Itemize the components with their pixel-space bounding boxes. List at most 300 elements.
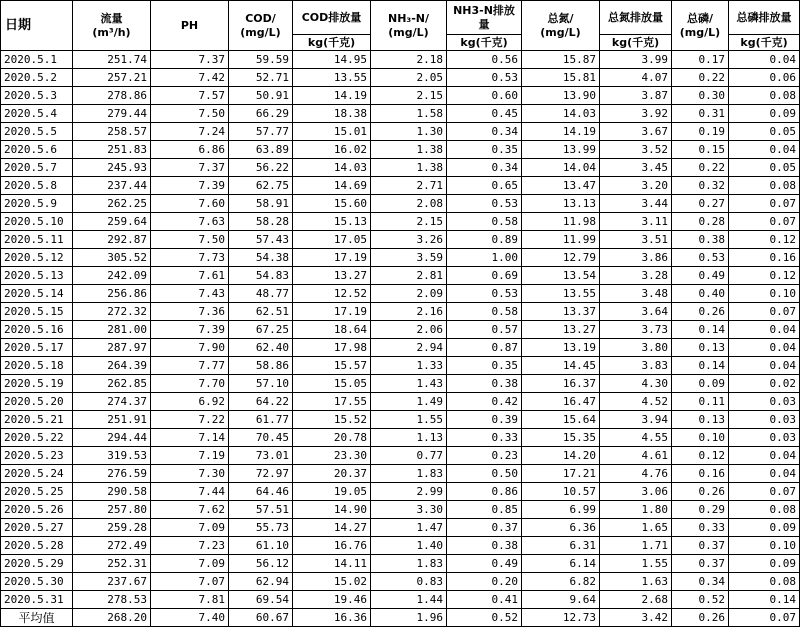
value-cell: 3.86: [600, 249, 672, 267]
value-cell: 290.58: [73, 483, 151, 501]
value-cell: 14.20: [522, 447, 600, 465]
value-cell: 7.43: [151, 285, 229, 303]
value-cell: 0.03: [729, 429, 800, 447]
value-cell: 7.30: [151, 465, 229, 483]
value-cell: 62.75: [229, 177, 293, 195]
table-row: [1, 267, 800, 285]
date-cell: 2020.5.5: [1, 123, 73, 141]
value-cell: 17.19: [293, 303, 371, 321]
value-cell: 13.19: [522, 339, 600, 357]
value-cell: 14.11: [293, 555, 371, 573]
value-cell: 3.94: [600, 411, 672, 429]
value-cell: 294.44: [73, 429, 151, 447]
value-cell: 7.39: [151, 321, 229, 339]
header-nh3-emission-unit: kg(千克): [447, 35, 522, 51]
value-cell: 64.22: [229, 393, 293, 411]
value-cell: 0.23: [447, 447, 522, 465]
value-cell: 0.77: [371, 447, 447, 465]
value-cell: 0.14: [729, 591, 800, 609]
value-cell: 1.83: [371, 465, 447, 483]
table-row: [1, 393, 800, 411]
value-cell: 0.35: [447, 141, 522, 159]
table-row: [1, 69, 800, 87]
value-cell: 279.44: [73, 105, 151, 123]
value-cell: 1.33: [371, 357, 447, 375]
value-cell: 7.90: [151, 339, 229, 357]
date-cell: 2020.5.11: [1, 231, 73, 249]
value-cell: 9.64: [522, 591, 600, 609]
value-cell: 0.60: [447, 87, 522, 105]
value-cell: 14.03: [522, 105, 600, 123]
value-cell: 54.83: [229, 267, 293, 285]
value-cell: 0.19: [672, 123, 729, 141]
value-cell: 14.19: [522, 123, 600, 141]
value-cell: 7.36: [151, 303, 229, 321]
value-cell: 3.06: [600, 483, 672, 501]
value-cell: 0.07: [729, 303, 800, 321]
value-cell: 0.69: [447, 267, 522, 285]
value-cell: 0.33: [672, 519, 729, 537]
value-cell: 12.52: [293, 285, 371, 303]
value-cell: 17.55: [293, 393, 371, 411]
table-header: [1, 1, 800, 51]
header-flow-unit: (m³/h): [92, 25, 131, 39]
value-cell: 0.16: [672, 465, 729, 483]
value-cell: 58.91: [229, 195, 293, 213]
value-cell: 0.30: [672, 87, 729, 105]
value-cell: 0.15: [672, 141, 729, 159]
value-cell: 2.18: [371, 51, 447, 69]
value-cell: 3.26: [371, 231, 447, 249]
table-row: [1, 555, 800, 573]
value-cell: 57.51: [229, 501, 293, 519]
table-row: [1, 195, 800, 213]
value-cell: 0.53: [672, 249, 729, 267]
value-cell: 0.09: [729, 105, 800, 123]
value-cell: 0.09: [672, 375, 729, 393]
value-cell: 7.19: [151, 447, 229, 465]
value-cell: 242.09: [73, 267, 151, 285]
value-cell: 0.12: [672, 447, 729, 465]
date-cell: 2020.5.28: [1, 537, 73, 555]
header-ph: PH: [151, 1, 229, 51]
value-cell: 2.06: [371, 321, 447, 339]
date-cell: 2020.5.24: [1, 465, 73, 483]
value-cell: 0.50: [447, 465, 522, 483]
value-cell: 7.09: [151, 555, 229, 573]
table-row: [1, 87, 800, 105]
value-cell: 0.41: [447, 591, 522, 609]
value-cell: 3.80: [600, 339, 672, 357]
value-cell: 14.95: [293, 51, 371, 69]
value-cell: 57.43: [229, 231, 293, 249]
value-cell: 3.44: [600, 195, 672, 213]
table-row: [1, 375, 800, 393]
value-cell: 0.53: [447, 69, 522, 87]
value-cell: 14.90: [293, 501, 371, 519]
value-cell: 19.05: [293, 483, 371, 501]
value-cell: 54.38: [229, 249, 293, 267]
value-cell: 259.64: [73, 213, 151, 231]
value-cell: 0.07: [729, 609, 800, 627]
value-cell: 7.50: [151, 105, 229, 123]
value-cell: 0.31: [672, 105, 729, 123]
value-cell: 61.10: [229, 537, 293, 555]
value-cell: 13.47: [522, 177, 600, 195]
value-cell: 292.87: [73, 231, 151, 249]
value-cell: 7.22: [151, 411, 229, 429]
value-cell: 319.53: [73, 447, 151, 465]
value-cell: 7.50: [151, 231, 229, 249]
table-row: [1, 591, 800, 609]
date-cell: 2020.5.19: [1, 375, 73, 393]
value-cell: 4.55: [600, 429, 672, 447]
value-cell: 0.13: [672, 411, 729, 429]
value-cell: 7.77: [151, 357, 229, 375]
value-cell: 0.83: [371, 573, 447, 591]
value-cell: 1.43: [371, 375, 447, 393]
value-cell: 14.19: [293, 87, 371, 105]
value-cell: 4.61: [600, 447, 672, 465]
value-cell: 13.90: [522, 87, 600, 105]
value-cell: 12.73: [522, 609, 600, 627]
value-cell: 2.68: [600, 591, 672, 609]
value-cell: 14.03: [293, 159, 371, 177]
value-cell: 0.06: [729, 69, 800, 87]
table-row: [1, 123, 800, 141]
value-cell: 4.52: [600, 393, 672, 411]
value-cell: 56.22: [229, 159, 293, 177]
value-cell: 0.34: [447, 159, 522, 177]
value-cell: 1.71: [600, 537, 672, 555]
value-cell: 0.03: [729, 411, 800, 429]
value-cell: 0.12: [729, 267, 800, 285]
value-cell: 0.22: [672, 159, 729, 177]
value-cell: 1.55: [600, 555, 672, 573]
table-row: [1, 483, 800, 501]
value-cell: 13.27: [293, 267, 371, 285]
value-cell: 16.76: [293, 537, 371, 555]
value-cell: 0.33: [447, 429, 522, 447]
value-cell: 13.37: [522, 303, 600, 321]
table-row: [1, 213, 800, 231]
header-tn-emission-unit: kg(千克): [600, 35, 672, 51]
header-tn-label: 总氮/: [547, 11, 574, 25]
value-cell: 0.20: [447, 573, 522, 591]
value-cell: 276.59: [73, 465, 151, 483]
value-cell: 1.00: [447, 249, 522, 267]
value-cell: 0.26: [672, 303, 729, 321]
average-label: 平均值: [1, 609, 73, 627]
value-cell: 237.67: [73, 573, 151, 591]
value-cell: 3.83: [600, 357, 672, 375]
value-cell: 13.27: [522, 321, 600, 339]
value-cell: 64.46: [229, 483, 293, 501]
value-cell: 56.12: [229, 555, 293, 573]
value-cell: 6.82: [522, 573, 600, 591]
value-cell: 0.65: [447, 177, 522, 195]
date-cell: 2020.5.4: [1, 105, 73, 123]
value-cell: 3.28: [600, 267, 672, 285]
table-row: [1, 159, 800, 177]
value-cell: 67.25: [229, 321, 293, 339]
value-cell: 17.98: [293, 339, 371, 357]
value-cell: 0.49: [672, 267, 729, 285]
value-cell: 0.38: [447, 375, 522, 393]
value-cell: 1.38: [371, 141, 447, 159]
value-cell: 7.70: [151, 375, 229, 393]
value-cell: 0.09: [729, 555, 800, 573]
value-cell: 4.76: [600, 465, 672, 483]
value-cell: 3.92: [600, 105, 672, 123]
value-cell: 256.86: [73, 285, 151, 303]
table-row: [1, 411, 800, 429]
value-cell: 1.47: [371, 519, 447, 537]
date-cell: 2020.5.20: [1, 393, 73, 411]
value-cell: 2.15: [371, 213, 447, 231]
value-cell: 3.45: [600, 159, 672, 177]
header-cod-label: COD/: [245, 11, 276, 25]
table-row: [1, 177, 800, 195]
value-cell: 0.09: [729, 519, 800, 537]
date-cell: 2020.5.25: [1, 483, 73, 501]
value-cell: 7.81: [151, 591, 229, 609]
value-cell: 7.57: [151, 87, 229, 105]
value-cell: 1.83: [371, 555, 447, 573]
date-cell: 2020.5.22: [1, 429, 73, 447]
value-cell: 15.02: [293, 573, 371, 591]
value-cell: 281.00: [73, 321, 151, 339]
value-cell: 0.58: [447, 213, 522, 231]
value-cell: 0.08: [729, 87, 800, 105]
date-cell: 2020.5.26: [1, 501, 73, 519]
header-tp-emission-unit: kg(千克): [729, 35, 800, 51]
value-cell: 14.69: [293, 177, 371, 195]
value-cell: 62.51: [229, 303, 293, 321]
value-cell: 1.80: [600, 501, 672, 519]
table-row: [1, 249, 800, 267]
value-cell: 2.81: [371, 267, 447, 285]
value-cell: 57.10: [229, 375, 293, 393]
value-cell: 262.85: [73, 375, 151, 393]
value-cell: 0.32: [672, 177, 729, 195]
value-cell: 1.49: [371, 393, 447, 411]
table-row: [1, 303, 800, 321]
value-cell: 7.37: [151, 159, 229, 177]
value-cell: 278.86: [73, 87, 151, 105]
value-cell: 1.13: [371, 429, 447, 447]
value-cell: 66.29: [229, 105, 293, 123]
value-cell: 2.71: [371, 177, 447, 195]
value-cell: 13.13: [522, 195, 600, 213]
value-cell: 3.11: [600, 213, 672, 231]
value-cell: 0.53: [447, 195, 522, 213]
value-cell: 12.79: [522, 249, 600, 267]
value-cell: 0.04: [729, 51, 800, 69]
value-cell: 252.31: [73, 555, 151, 573]
value-cell: 62.94: [229, 573, 293, 591]
value-cell: 0.12: [729, 231, 800, 249]
table-row: [1, 231, 800, 249]
value-cell: 1.58: [371, 105, 447, 123]
value-cell: 57.77: [229, 123, 293, 141]
value-cell: 13.55: [293, 69, 371, 87]
value-cell: 3.51: [600, 231, 672, 249]
value-cell: 13.54: [522, 267, 600, 285]
date-cell: 2020.5.29: [1, 555, 73, 573]
value-cell: 69.54: [229, 591, 293, 609]
table-row: [1, 573, 800, 591]
date-cell: 2020.5.30: [1, 573, 73, 591]
value-cell: 50.91: [229, 87, 293, 105]
header-tp-unit: (mg/L): [679, 25, 721, 39]
value-cell: 0.37: [447, 519, 522, 537]
value-cell: 0.58: [447, 303, 522, 321]
value-cell: 0.10: [672, 429, 729, 447]
value-cell: 0.85: [447, 501, 522, 519]
header-cod-emission: COD排放量: [293, 1, 371, 35]
header-date: 日期: [1, 1, 73, 51]
value-cell: 16.47: [522, 393, 600, 411]
value-cell: 268.20: [73, 609, 151, 627]
value-cell: 0.35: [447, 357, 522, 375]
table-row: [1, 141, 800, 159]
date-cell: 2020.5.15: [1, 303, 73, 321]
value-cell: 7.44: [151, 483, 229, 501]
value-cell: 257.21: [73, 69, 151, 87]
value-cell: 0.17: [672, 51, 729, 69]
value-cell: 7.24: [151, 123, 229, 141]
date-cell: 2020.5.21: [1, 411, 73, 429]
date-cell: 2020.5.14: [1, 285, 73, 303]
table-row: [1, 51, 800, 69]
value-cell: 1.38: [371, 159, 447, 177]
value-cell: 274.37: [73, 393, 151, 411]
value-cell: 20.37: [293, 465, 371, 483]
value-cell: 52.71: [229, 69, 293, 87]
value-cell: 237.44: [73, 177, 151, 195]
value-cell: 17.21: [522, 465, 600, 483]
header-cod-emission-unit: kg(千克): [293, 35, 371, 51]
value-cell: 264.39: [73, 357, 151, 375]
value-cell: 2.99: [371, 483, 447, 501]
value-cell: 7.40: [151, 609, 229, 627]
value-cell: 15.81: [522, 69, 600, 87]
value-cell: 15.13: [293, 213, 371, 231]
value-cell: 23.30: [293, 447, 371, 465]
date-cell: 2020.5.2: [1, 69, 73, 87]
value-cell: 10.57: [522, 483, 600, 501]
table-row: [1, 465, 800, 483]
value-cell: 278.53: [73, 591, 151, 609]
value-cell: 0.14: [672, 357, 729, 375]
value-cell: 245.93: [73, 159, 151, 177]
value-cell: 48.77: [229, 285, 293, 303]
date-cell: 2020.5.3: [1, 87, 73, 105]
value-cell: 0.07: [729, 213, 800, 231]
value-cell: 0.26: [672, 609, 729, 627]
value-cell: 0.07: [729, 195, 800, 213]
average-row: [1, 609, 800, 627]
value-cell: 3.30: [371, 501, 447, 519]
value-cell: 0.56: [447, 51, 522, 69]
value-cell: 2.09: [371, 285, 447, 303]
value-cell: 0.08: [729, 573, 800, 591]
value-cell: 0.26: [672, 483, 729, 501]
value-cell: 0.29: [672, 501, 729, 519]
header-nh3-unit: (mg/L): [388, 25, 429, 39]
value-cell: 59.59: [229, 51, 293, 69]
value-cell: 16.36: [293, 609, 371, 627]
value-cell: 251.91: [73, 411, 151, 429]
header-tn-unit: (mg/L): [540, 25, 581, 39]
table-body: [1, 51, 800, 627]
value-cell: 3.59: [371, 249, 447, 267]
value-cell: 0.28: [672, 213, 729, 231]
value-cell: 58.86: [229, 357, 293, 375]
value-cell: 7.60: [151, 195, 229, 213]
date-cell: 2020.5.1: [1, 51, 73, 69]
value-cell: 0.13: [672, 339, 729, 357]
header-tp: [672, 1, 729, 51]
value-cell: 7.42: [151, 69, 229, 87]
value-cell: 0.08: [729, 501, 800, 519]
table-row: [1, 519, 800, 537]
value-cell: 7.14: [151, 429, 229, 447]
value-cell: 4.30: [600, 375, 672, 393]
value-cell: 19.46: [293, 591, 371, 609]
date-cell: 2020.5.16: [1, 321, 73, 339]
table-row: [1, 501, 800, 519]
value-cell: 58.28: [229, 213, 293, 231]
header-nh3-emission: NH3-N排放量: [447, 1, 522, 35]
header-tn: [522, 1, 600, 51]
value-cell: 17.05: [293, 231, 371, 249]
value-cell: 14.27: [293, 519, 371, 537]
date-cell: 2020.5.31: [1, 591, 73, 609]
date-cell: 2020.5.6: [1, 141, 73, 159]
value-cell: 15.57: [293, 357, 371, 375]
value-cell: 0.22: [672, 69, 729, 87]
value-cell: 15.87: [522, 51, 600, 69]
value-cell: 0.10: [729, 537, 800, 555]
value-cell: 7.73: [151, 249, 229, 267]
table-row: [1, 321, 800, 339]
value-cell: 0.45: [447, 105, 522, 123]
value-cell: 0.42: [447, 393, 522, 411]
value-cell: 2.16: [371, 303, 447, 321]
value-cell: 15.01: [293, 123, 371, 141]
value-cell: 61.77: [229, 411, 293, 429]
value-cell: 0.08: [729, 177, 800, 195]
value-cell: 7.39: [151, 177, 229, 195]
value-cell: 6.99: [522, 501, 600, 519]
value-cell: 13.55: [522, 285, 600, 303]
value-cell: 70.45: [229, 429, 293, 447]
value-cell: 2.15: [371, 87, 447, 105]
value-cell: 0.04: [729, 339, 800, 357]
value-cell: 6.14: [522, 555, 600, 573]
value-cell: 55.73: [229, 519, 293, 537]
value-cell: 6.31: [522, 537, 600, 555]
value-cell: 11.98: [522, 213, 600, 231]
value-cell: 62.40: [229, 339, 293, 357]
value-cell: 15.64: [522, 411, 600, 429]
value-cell: 3.67: [600, 123, 672, 141]
value-cell: 0.05: [729, 123, 800, 141]
value-cell: 0.86: [447, 483, 522, 501]
date-cell: 2020.5.13: [1, 267, 73, 285]
